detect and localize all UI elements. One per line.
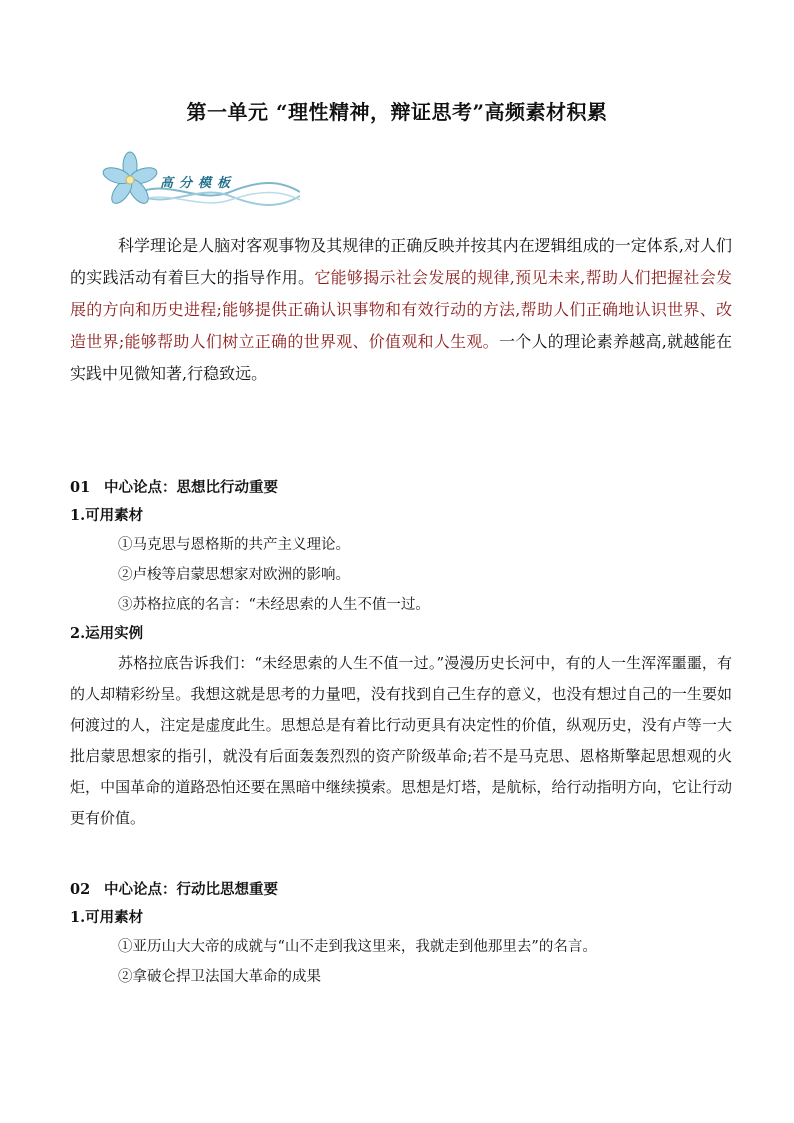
section-heading: [70, 876, 732, 904]
example-heading: 2.运用实例: [70, 625, 144, 642]
list-item: ②卢梭等启蒙思想家对欧洲的影响。: [118, 567, 350, 583]
intro-part-3: 一个人的理论素养越高,就越能在实践中见微知著,行稳致远。: [70, 332, 732, 383]
example-paragraph: 苏格拉底告诉我们：“未经思索的人生不值一过。”漫漫历史长河中，有的人一生浑浑噩噩，有的人却精彩纷呈。我想这就是思考的力量吧，没有找到自己生存的意义，也没有想过自己的一生要如何渡过的人，注定是虚度此生。思想总是有着比行动更具有决定性的价值，纵观历史，没有卢等一大批启蒙思想家的指引，就没有后面轰轰烈烈的资产阶级革命;若不是马克思、恩格斯擎起思想观的火炬，中国革命的道路恐怕还要在黑暗中继续摸索。思想是灯塔，是航标，给行动指明方向，它让行动更有价值。: [70, 654, 732, 827]
section-02: [70, 876, 732, 992]
section-01: [70, 474, 732, 834]
page-title: 第一单元 “理性精神，辩证思考”高频素材积累: [186, 100, 608, 124]
list-item: ②拿破仑捍卫法国大革命的成果: [118, 969, 321, 985]
intro-part-2-highlight: 它能够揭示社会发展的规律,预见未来,帮助人们把握社会发展的方向和历史进程;能够提供正确认识事物和有效行动的方法,帮助人们正确地认识世界、改造世界;能够帮助人们树立正确的世界观、价值观和人生观。: [70, 268, 732, 351]
materials-heading: 1.可用素材: [70, 507, 144, 524]
intro-paragraph: [70, 230, 732, 390]
section-title: 中心论点：行动比思想重要: [104, 881, 278, 898]
section-title: 中心论点：思想比行动重要: [104, 479, 278, 496]
intro-part-1: 科学理论是人脑对客观事物及其规律的正确反映并按其内在逻辑组成的一定体系,对人们的实践活动有着巨大的指导作用。: [70, 236, 732, 287]
section-number: 01: [70, 479, 91, 496]
banner-label: 高分模板: [160, 176, 237, 191]
list-item: ③苏格拉底的名言：“未经思索的人生不值一过。: [118, 597, 430, 613]
list-item: ①亚历山大大帝的成就与“山不走到我这里来，我就走到他那里去”的名言。: [118, 939, 597, 955]
list-item: ①马克思与恩格斯的共产主义理论。: [118, 537, 350, 553]
section-heading: [70, 474, 732, 502]
section-banner: [100, 150, 300, 214]
section-number: 02: [70, 881, 91, 898]
materials-heading: 1.可用素材: [70, 909, 144, 926]
